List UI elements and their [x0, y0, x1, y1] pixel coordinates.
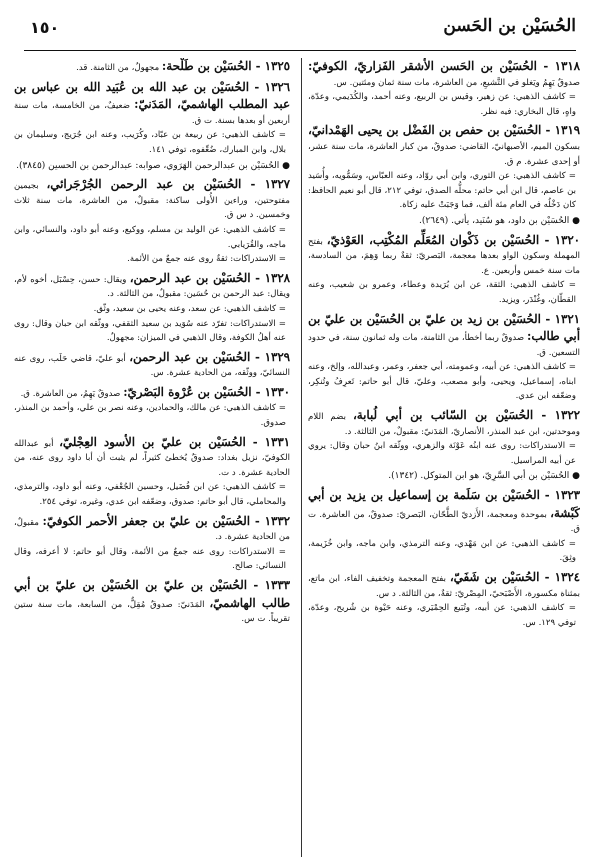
entry-heading: ١٣١٩ - الحُسَيْن بن حفص بن الفَضْل بن يحيى الهَمْدانيّ،: [308, 123, 580, 138]
cross-reference: ● الحُسَيْن بن أبي السَّرِيّ، هو ابن المتوكل. (١٣٤٢).: [388, 471, 580, 482]
entry-line: [308, 569, 580, 601]
entry-description: صدوقٌ يَهِمُ ويَغلو في التَّشيعِ، من العاشرة، مات سنة ثمان ومئتين. س.: [333, 77, 580, 88]
entry-heading: ١٣٣٣ - الحُسَيْن بن عليّ بن الحُسَيْن بن عليّ بن أبي طالب الهاشميّ،: [14, 578, 290, 610]
entry-description: بضم اللام وموحدتين، ابن عبد المنذر، الأنصاريّ، المَدَنيّ: مقبولٌ، من الثالثة. د.: [308, 412, 580, 437]
biography-entry: [14, 58, 290, 76]
entry-description: بفتح المهملة وسكون الواو بعدها معجمة، البَصريّ: ثقةٌ ربما وَهِمَ، من السادسة، مات سنة خمس وأربعين. ع.: [308, 236, 580, 276]
entry-heading: ١٣٢٥ - الحُسَيْن بن طَلْحة:: [161, 59, 290, 73]
entry-annotation: = الاستدراكات: تفرّد عنه سُوَيد بن سعيد الثقفي، ووثّقه ابن حبان وقال: روى عنه أهلُ الكوفة، وقال الذهبي في الميزان: مجهولٌ.: [14, 318, 286, 344]
entry-heading: ١٣٢٣ - الحُسَيْن بن سَلَمة بن إسماعيل بن يزيد بن أبي كَبْشة،: [308, 488, 580, 520]
entry-heading: ١٣٢٨ - الحُسَيْن بن عبد الرحمن،: [129, 270, 290, 285]
cross-reference: ● الحُسَيْن بن داود، هو سُنَيد، يأتي. (٢٦٤٩).: [419, 215, 580, 226]
entry-heading: ١٣٢٦ - الحُسَيْن بن عبد الله بن عُبَيد الله بن عباس بن عبد المطلب الهاشميّ، المَدَنيّ:: [14, 79, 290, 112]
entry-description: صدوقٌ ربما أخطأ، من الثامنة، مات وله ثمانون سنة، في حدود التسعين. ق.: [308, 333, 580, 358]
biography-entry: [14, 513, 290, 574]
entry-annotation: = كاشف الذهبي: عن أبيه، وعمومته، أبي جعفر، وعمر، وعبدالله، وإلخ، وعنه ابناه، إسماعيل، ويحيى، وأبو مصعب، وعليّ، قال أبو حاتم: تَعرِفُ وتُنكِر، وضعّفه ابن عدي.: [308, 362, 576, 402]
entry-heading: ١٣٣٢ - الحُسَيْن بن عليّ بن جعفر الأحمر الكوفيّ:: [42, 513, 290, 528]
cross-reference: ● الحُسَيْن بن عبدالرحمن الهَرَوي، صوابه: عبدالرحمن بن الحسين (٣٨٤٥).: [16, 160, 290, 171]
page-number: ١٥٠: [30, 18, 60, 37]
entry-annotation: = كاشف الذهبي: عن الوليد بن مسلم، ووكيع، وعنه أبو داود، والنسائي، وابن ماجه، والقُرَيابي.: [14, 224, 286, 250]
left-column: [14, 58, 290, 861]
entry-heading: ١٣٢١ - الحُسَيْن بن زيد بن عليّ بن الحُسَيْن بن عليّ بن أبي طالب:: [308, 311, 580, 344]
entry-heading: ١٣٣٠ - الحُسَيْن بن عُرْوة البَصْريّ:: [123, 384, 290, 399]
biography-entry: [14, 270, 290, 346]
entry-heading: ١٣٢٩ - الحُسَيْن بن عبد الرحمن،: [129, 349, 290, 364]
entry-annotation: = كاشف الذهبي: عن زهير، وقيس بن الربيع، وعنه أحمد، والكُدَيمي، وعدّة، واهٍ، قال البخاري: فيه نظر.: [308, 92, 576, 117]
biography-entry: [14, 577, 290, 627]
entry-line: [308, 407, 580, 439]
entry-line: [14, 58, 290, 76]
entry-heading: ١٣٢٤ - الحُسَيْن بن شَفَيّ،: [449, 570, 580, 584]
biography-entry: [308, 232, 580, 308]
entry-heading: ١٣٢٧ - الحُسَيْن بن عبد الرحمن الجُرْجَرائي،: [46, 177, 290, 192]
biography-entry: [14, 384, 290, 431]
entry-description: ويقال: حسن، حِسْبَل، أخوه لأم، ويقال: عبد الرحمن بن حُسَين: مقبولٌ، من الثالثة. د.: [14, 274, 290, 300]
entry-line: [14, 270, 290, 302]
biography-entry: [308, 311, 580, 405]
entry-line: [14, 176, 290, 223]
entry-annotation: = كاشف الذهبي: الثقة، عن ابن بُرَيدة وعطاء، وعمرو بن شعيب، وعنه القطّان، وغُنْدَر، ويزيد.: [308, 280, 576, 305]
entry-annotation: = الاستدراكات: روى عنه جمعٌ من الأئمة، وقال أبو حاتم: لا أعرفه، وقال النسائي: صالح.: [14, 546, 286, 572]
entry-line: [308, 232, 580, 279]
entry-line: [14, 79, 290, 129]
entry-annotation: = كاشف الذهبي: عن مالك، والحمادين، وعنه نصر بن علي، وأحمد بن المنذر، صدوق.: [14, 403, 286, 429]
entry-line: [14, 577, 290, 627]
entry-annotation: = كاشف الذهبي: عن ابن مَهْدي، وعنه الترمذي، وابن ماجه، وابن خُزَيمة، وثِقَ.: [308, 538, 576, 564]
entry-line: [14, 513, 290, 545]
entry-description: المَدَنيّ: صدوقٌ مُقِلٌّ، من السابعة، مات سنة ستين تقريباً. ت س.: [14, 599, 290, 625]
entry-description: مقبولٌ، من الحادية عشرة. د.: [14, 517, 290, 543]
biography-entry: [308, 569, 580, 630]
entry-line: [308, 122, 580, 169]
biography-entry: [14, 79, 290, 174]
entry-description: صدوقٌ يَهِمُ، من العاشرة. ق.: [20, 388, 121, 399]
running-title: الحُسَيْن بن الحَسن: [443, 16, 576, 36]
entry-annotation: = كاشف الذهبي: عن ربيعة بن عبّاد، وكُرَيب، وعنه ابن جُرَيج، وسليمان بن بلال، وابن المبارك، ضُعِّفوه، توفي ١٤١.: [14, 130, 286, 155]
biography-entry: [14, 349, 290, 381]
entry-description: أبو عليّ، قاضي حَلَب، روى عنه النسائيّ، ووثّقه، من الحادية عشرة. س.: [14, 353, 290, 379]
entry-heading: ١٣٢٢ - الحُسَيْن بن السّائب بن أبي لُبابة،: [352, 408, 580, 423]
entry-description: بموحدة ومعجمة، الأَزديّ الطَّحّان، البَصريّ: صدوقٌ، من العاشرة. ت ق.: [308, 509, 580, 535]
entry-heading: ١٣٣١ - الحُسَيْن بن عليّ بن الأسود العِجْليّ،: [59, 434, 290, 449]
entry-line: [308, 487, 580, 537]
entry-line: [308, 58, 580, 90]
right-column: [308, 58, 580, 861]
entry-line: [14, 384, 290, 402]
column-divider: [301, 58, 302, 857]
biography-entry: [14, 176, 290, 267]
entry-annotation: = كاشف الذهبي: عن ابن فُضَيل، وحسين الجُعْفي، وعنه أبو داود، والترمذي، والمحاملي، قال أبو حاتم: صدوق، وضعّفه ابن عدي، وغيره، توفي ٢٥٤.: [14, 482, 286, 508]
entry-line: [308, 311, 580, 361]
entry-annotation: = كاشف الذهبي: عن أبيه، وتُبَيع الحِمْيَري، وعنه حَيْوة بن شُريح، وعدّة، توفي ١٢٩. س.: [308, 603, 576, 628]
entry-line: [14, 434, 290, 481]
entry-description: مجهولٌ، من الثامنة. قد.: [76, 63, 160, 73]
biography-entry: [308, 407, 580, 484]
biography-entry: [308, 487, 580, 566]
entry-description: بجيمين مفتوحتين، وراءين الأُولى ساكنة: مقبولٌ، من العاشرة، مات سنة ثلاث وخمسين. د س ق.: [14, 181, 290, 221]
entry-annotation: = الاستدراكات: روى عنه ابنُه عَوْنَة والزهري، ووثّقه ابنُ حبان وقال: يروي عن أبيه المراسيل.: [308, 441, 576, 466]
entry-description: بسكون الميم، الأصبهانيّ، القاضي: صدوقٌ، من كبار العاشرة، مات سنة عشر، أو إحدى عشرة. م ق.: [308, 141, 580, 167]
biography-entry: [308, 122, 580, 228]
biography-entry: [308, 58, 580, 119]
entry-heading: ١٣٢٠ - الحُسَيْن بن ذَكْوان المُعَلِّم المُكْتِب، العَوْذيّ،: [326, 232, 580, 247]
entry-description: أبو عبدالله الكوفيّ، نزيل بغداد: صدوقٌ يُخطئ كثيراً، لم يثبت أن أبا داود روى عنه، من الحادية عشرة. د ت.: [14, 438, 290, 478]
entry-annotation: = كاشف الذهبي: عن سعد، وعنه يحيى بن سعيد، وثّق.: [93, 303, 286, 314]
page-header: [24, 10, 576, 51]
entry-line: [14, 349, 290, 381]
entry-heading: ١٣١٨ - الحُسَيْن بن الحَسن الأشقر الفَزاريّ، الكوفيّ:: [308, 59, 580, 73]
biography-entry: [14, 434, 290, 510]
entry-annotation: = الاستدراكات: ثقةٌ روى عنه جمعٌ من الأئمة.: [127, 254, 286, 265]
entry-description: ضعيفٌ، من الخامسة، مات سنة أربعين أو بعدها بسنة. ت ق.: [14, 101, 290, 126]
entry-annotation: = كاشف الذهبي: عن الثوري، وابن أبي روّاد، وعنه العبّاس، وسَمُّويه، وأُسَيد بن عاصم، قال ابن أبي حاتم: محلُّه الصدق، توفي ٢١٢، قال أبو نعيم الحافظ: كان دَخْلُه في العام مئة ألف، فما وَجَبَتْ عليه زكاة.: [308, 171, 576, 211]
entry-description: بفتح المعجمة وتخفيف الفاء، ابن ماتع، بمثناة مكسورة، الأَصْبَحيّ، المِصْريّ: ثقةٌ، من الثالثة. د س.: [308, 574, 580, 599]
